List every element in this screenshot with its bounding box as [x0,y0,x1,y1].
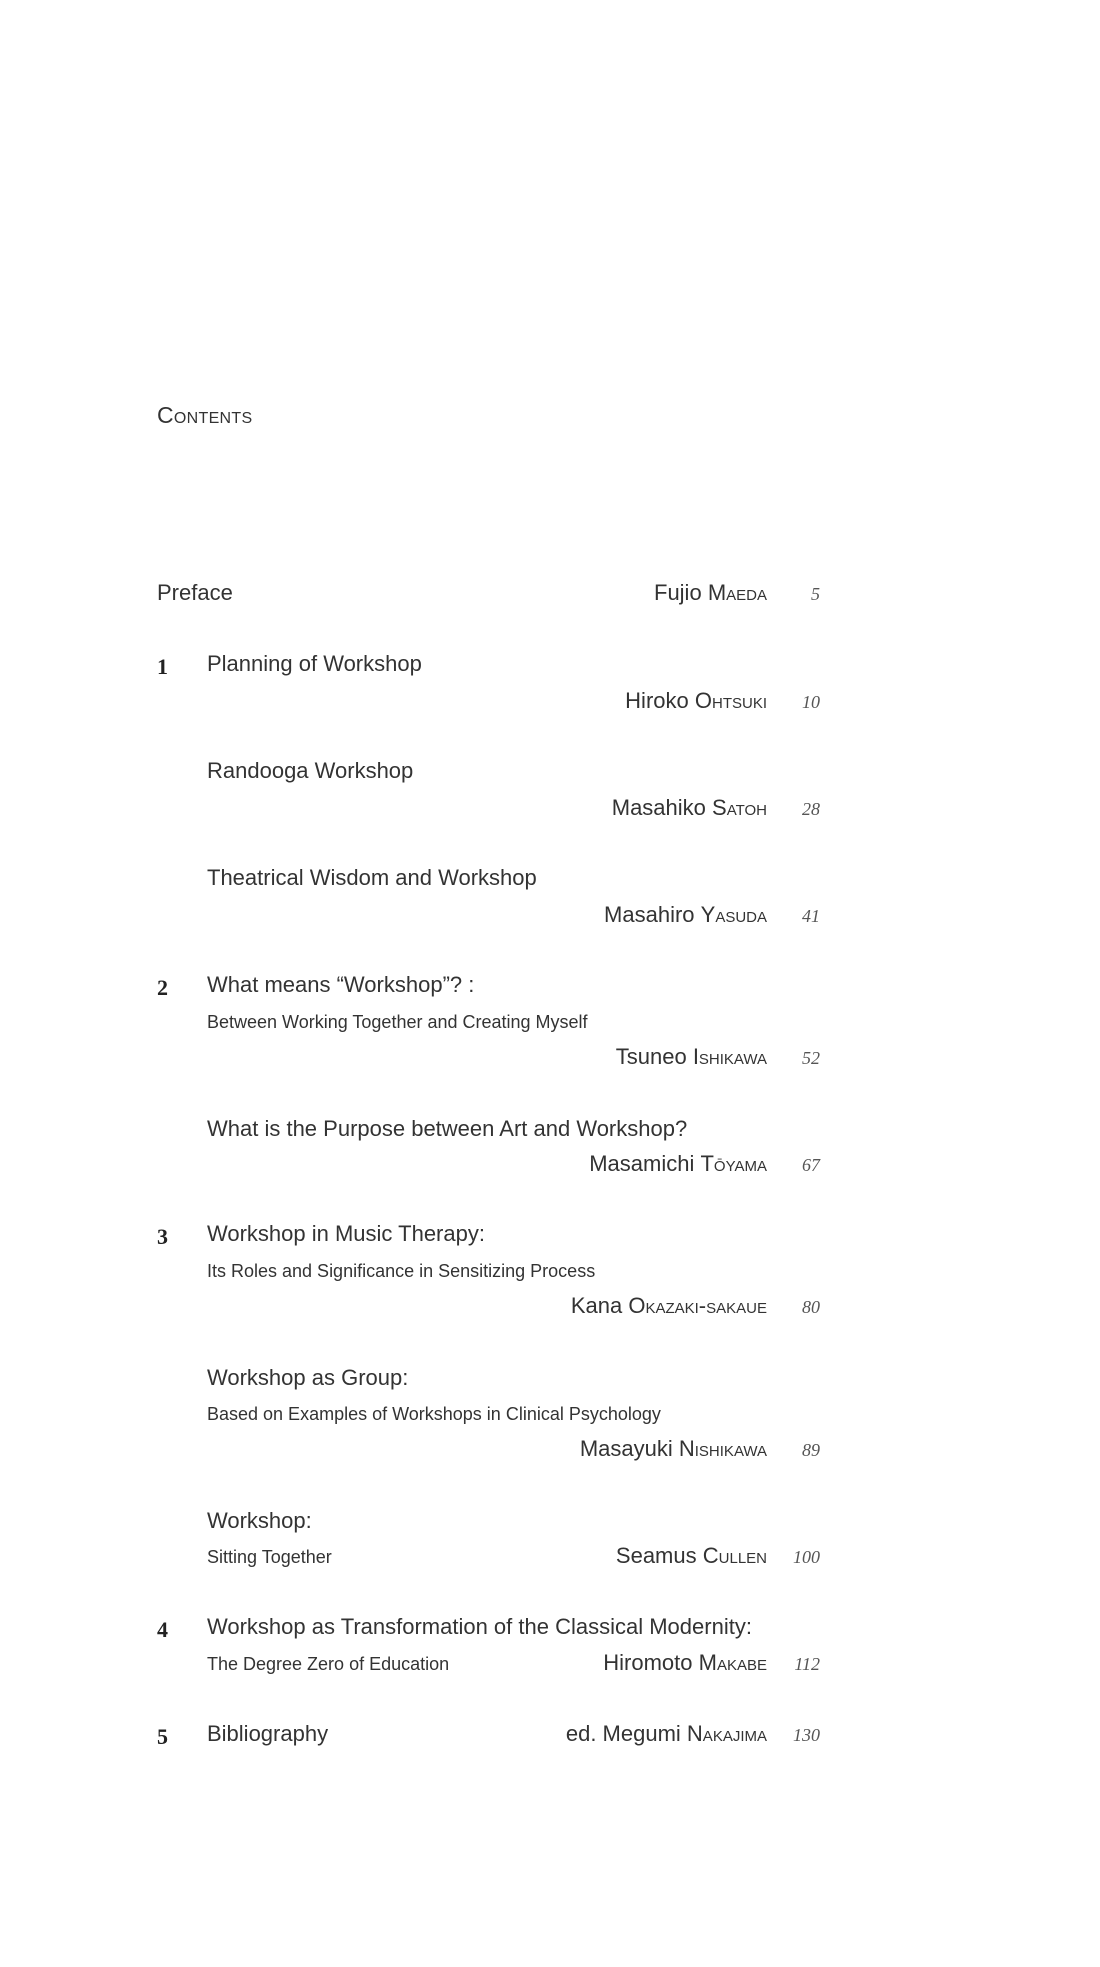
entry-title: Workshop as Group: [207,1365,409,1390]
entry-page-number: 89 [802,1440,820,1460]
entry-page-number: 130 [793,1725,820,1745]
entry-page-number: 52 [802,1048,820,1068]
entry-title: Theatrical Wisdom and Workshop [207,865,537,890]
entry-subtitle: Between Working Together and Creating Myself [207,1012,588,1032]
entry-page-number: 41 [802,906,820,926]
entry-title: Randooga Workshop [207,758,414,783]
entry-subtitle: Its Roles and Significance in Sensitizing Process [207,1261,596,1281]
entry-author: Seamus Cullen [615,1543,767,1568]
entry-title: What is the Purpose between Art and Workshop? [207,1116,688,1141]
preface-page-number: 5 [811,584,820,604]
entry-subtitle: Sitting Together [207,1547,332,1567]
entry-page-number: 10 [802,692,820,712]
entry-author: Hiromoto Makabe [603,1650,767,1675]
preface-title: Preface [157,580,233,605]
entry-page-number: 67 [802,1155,820,1175]
section-number: 5 [157,1724,168,1749]
entry-subtitle: Based on Examples of Workshops in Clinical Psychology [207,1404,661,1424]
entry-page-number: 112 [794,1654,820,1674]
entry-author: Masahiko Satoh [611,795,767,820]
entry-author: Masahiro Yasuda [604,902,767,927]
section-number: 4 [157,1617,168,1642]
entry-page-number: 100 [793,1547,820,1567]
entry-title: Bibliography [207,1721,329,1746]
entry-subtitle: The Degree Zero of Education [207,1654,450,1674]
entry-title: Planning of Workshop [207,651,422,676]
section-number: 1 [157,654,168,679]
entry-page-number: 28 [802,799,820,819]
entry-title: Workshop in Music Therapy: [207,1221,485,1246]
entry-author: ed. Megumi Nakajima [565,1721,767,1746]
contents-heading: Contents [157,402,253,428]
entry-title: What means “Workshop”? : [207,972,475,997]
section-number: 3 [157,1224,168,1249]
entry-page-number: 80 [802,1297,820,1317]
preface-author: Fujio Maeda [654,580,767,605]
entry-author: Kana Okazaki-sakaue [570,1293,767,1318]
entry-title: Workshop: [207,1508,312,1533]
entry-author: Masayuki Nishikawa [579,1436,767,1461]
entry-author: Tsuneo Ishikawa [615,1044,767,1069]
section-number: 2 [157,975,168,1000]
entry-title: Workshop as Transformation of the Classical Modernity: [207,1614,752,1639]
entry-author: Masamichi Tōyama [589,1151,767,1176]
entry-author: Hiroko Ohtsuki [625,688,767,713]
